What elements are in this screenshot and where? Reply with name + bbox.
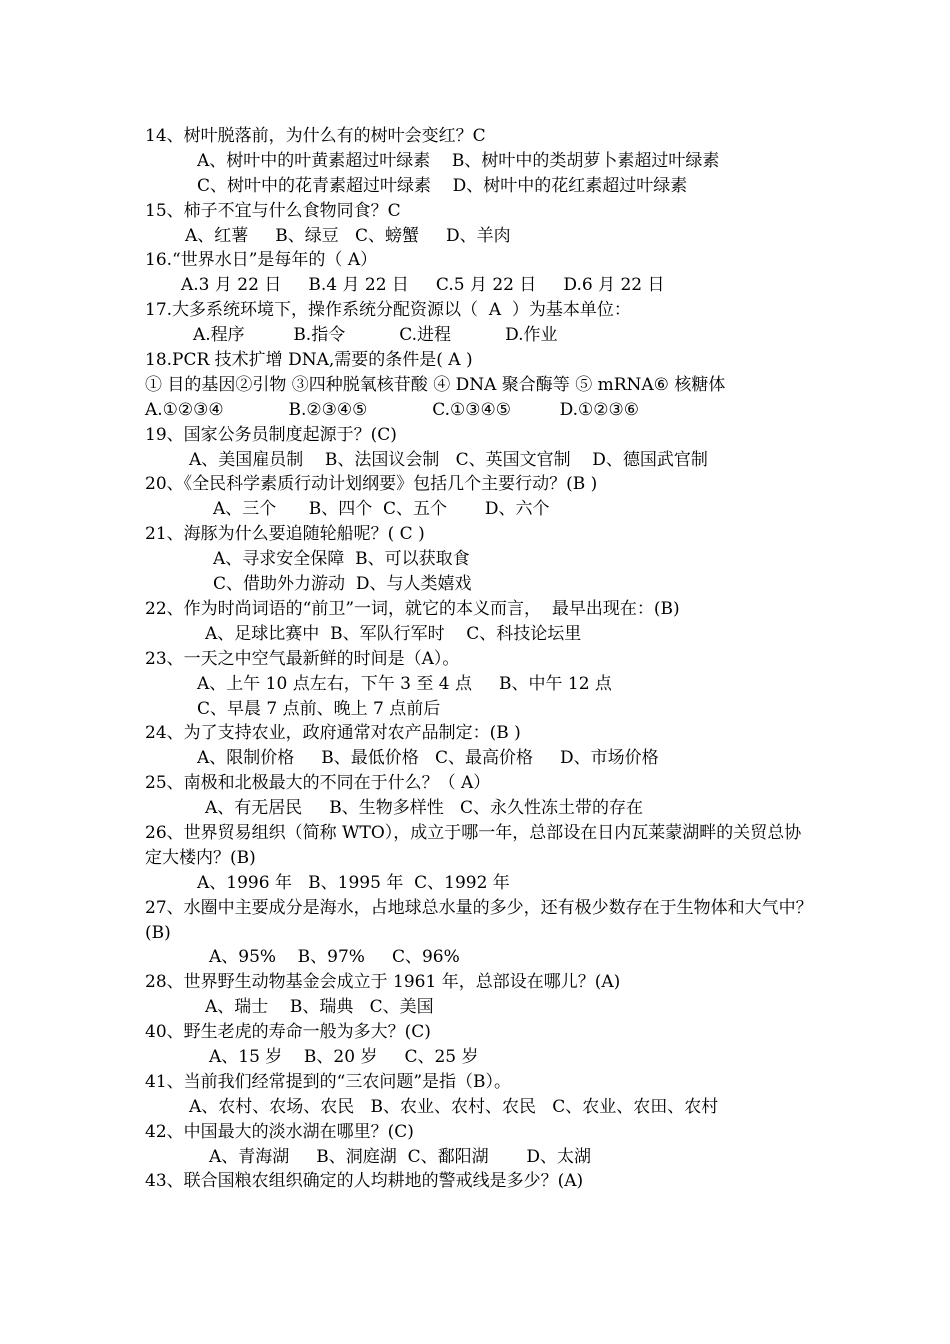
question-40-options: A、15 岁 B、20 岁 C、25 岁 (209, 1047, 479, 1068)
question-42-options: A、青海湖 B、洞庭湖 C、鄱阳湖 D、太湖 (209, 1146, 592, 1167)
question-40: 40、野生老虎的寿命一般为多大？(C) (145, 1022, 431, 1043)
question-26: 26、世界贸易组织（简称 WTO），成立于哪一年，总部设在日内瓦莱蒙湖畔的关贸总协定大楼内？(B) (145, 822, 802, 868)
question-14-options-ab: A、树叶中的叶黄素超过叶绿素 B、树叶中的类胡萝卜素超过叶绿素 (197, 150, 720, 171)
question-28-options: A、瑞士 B、瑞典 C、美国 (205, 997, 434, 1018)
question-21-options-cd: C、借助外力游动 D、与人类嬉戏 (213, 574, 472, 595)
question-27-options: A、95% B、97% C、96% (209, 947, 460, 968)
question-24: 24、为了支持农业，政府通常对农产品制定：(B ) (145, 723, 521, 744)
question-43: 43、联合国粮农组织确定的人均耕地的警戒线是多少？(A) (145, 1171, 584, 1192)
question-21-options-ab: A、寻求安全保障 B、可以获取食 (213, 549, 470, 570)
question-41-options: A、农村、农场、农民 B、农业、农村、农民 C、农业、农田、农村 (189, 1096, 719, 1117)
question-14: 14、树叶脱落前，为什么有的树叶会变红？C (145, 126, 486, 146)
question-42: 42、中国最大的淡水湖在哪里？(C) (145, 1121, 414, 1142)
question-17: 17.大多系统环境下，操作系统分配资源以（ A ）为基本单位： (145, 300, 631, 321)
question-19: 19、国家公务员制度起源于？(C) (145, 424, 397, 445)
question-15: 15、柿子不宜与什么食物同食？C (145, 200, 401, 221)
question-14-options-cd: C、树叶中的花青素超过叶绿素 D、树叶中的花红素超过叶绿素 (197, 175, 688, 196)
question-24-options: A、限制价格 B、最低价格 C、最高价格 D、市场价格 (197, 748, 659, 769)
question-26-options: A、1996 年 B、1995 年 C、1992 年 (197, 872, 510, 893)
question-22: 22、作为时尚词语的“前卫”一词，就它的本义而言， 最早出现在：(B) (145, 598, 680, 619)
question-41: 41、当前我们经常提到的“三农问题”是指（B）。 (145, 1071, 512, 1092)
question-28: 28、世界野生动物基金会成立于 1961 年，总部设在哪儿？(A) (145, 972, 621, 993)
question-16-options: A.3 月 22 日 B.4 月 22 日 C.5 月 22 日 D.6 月 22 日 (181, 275, 665, 296)
question-18-conditions: ① 目的基因②引物 ③四种脱氧核苷酸 ④ DNA 聚合酶等 ⑤ mRNA⑥ 核糖体 (145, 374, 726, 395)
question-19-options: A、美国雇员制 B、法国议会制 C、英国文官制 D、德国武官制 (189, 449, 708, 470)
question-27: 27、水圈中主要成分是海水，占地球总水量的多少，还有极少数存在于生物体和大气中？(B) (145, 897, 813, 943)
question-20-options: A、三个 B、四个 C、五个 D、六个 (213, 499, 550, 520)
question-21: 21、海豚为什么要追随轮船呢？( C ) (145, 524, 425, 545)
question-25: 25、南极和北极最大的不同在于什么？（ A） (145, 773, 491, 794)
question-18-options: A.①②③④ B.②③④⑤ C.①③④⑤ D.①②③⑥ (145, 399, 639, 420)
question-23-option-c: C、早晨 7 点前、晚上 7 点前后 (197, 698, 441, 719)
document-body (145, 124, 815, 1194)
question-17-options: A.程序 B.指令 C.进程 D.作业 (193, 325, 558, 346)
question-15-options: A、红薯 B、绿豆 C、螃蟹 D、羊肉 (185, 225, 511, 246)
question-20: 20、《全民科学素质行动计划纲要》包括几个主要行动？(B ) (145, 474, 598, 495)
question-23: 23、一天之中空气最新鲜的时间是（A）。 (145, 648, 460, 669)
question-18: 18.PCR 技术扩增 DNA,需要的条件是( A ) (145, 350, 473, 371)
question-25-options: A、有无居民 B、生物多样性 C、永久性冻土带的存在 (205, 798, 644, 819)
question-23-options-ab: A、上午 10 点左右，下午 3 至 4 点 B、中午 12 点 (197, 673, 612, 694)
question-16: 16.“世界水日”是每年的（ A） (145, 250, 378, 271)
question-22-options: A、足球比赛中 B、军队行军时 C、科技论坛里 (205, 623, 582, 644)
